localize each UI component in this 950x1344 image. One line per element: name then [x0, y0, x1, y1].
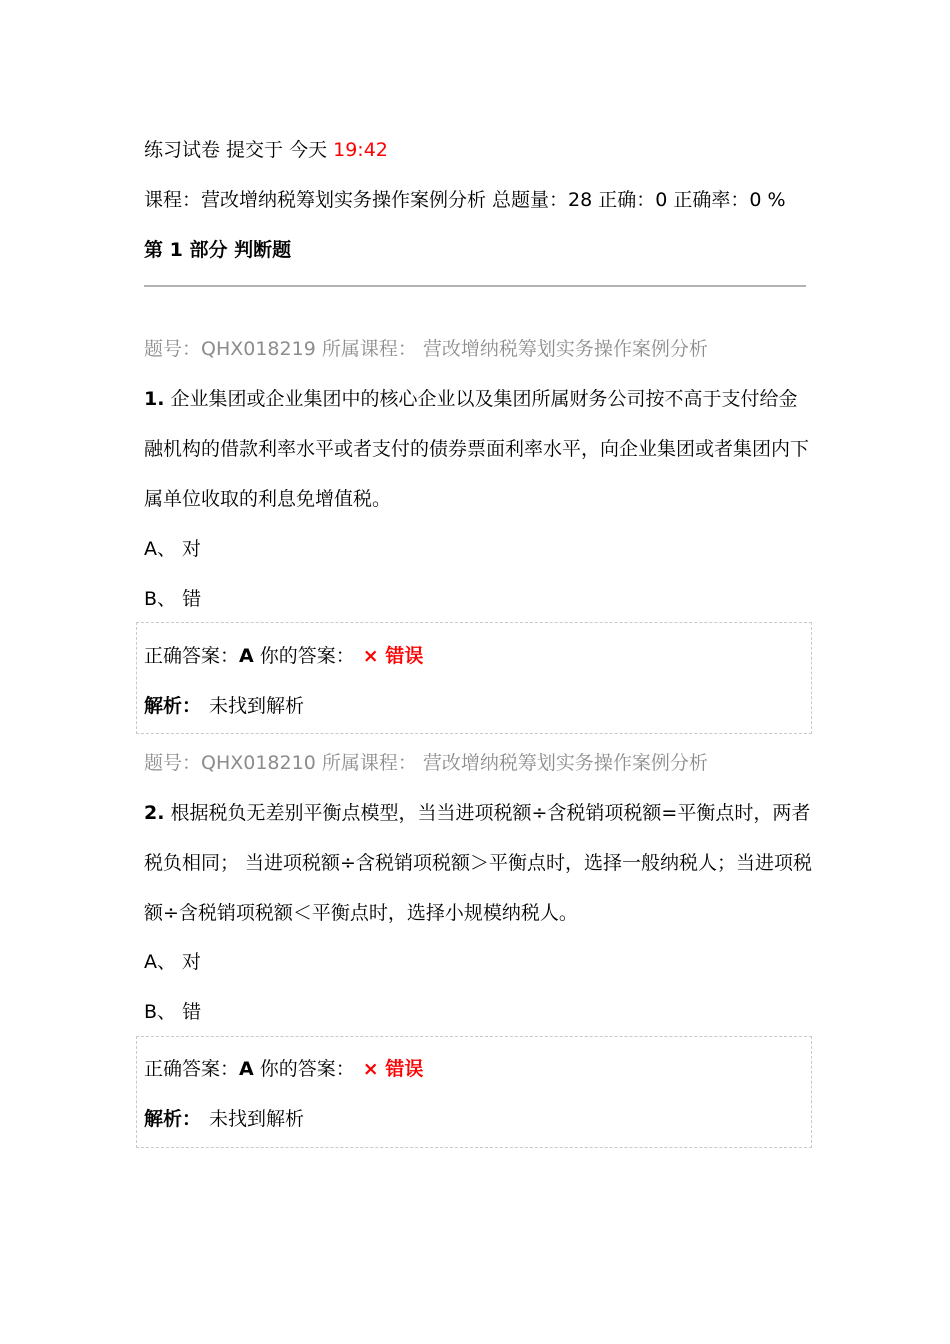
analysis-label: 解析： [144, 695, 202, 717]
question-text-line: 融机构的借款利率水平或者支付的债券票面利率水平，向企业集团或者集团内下 [144, 438, 810, 460]
course-summary: 课程：营改增纳税筹划实务操作案例分析 总题量：28 正确：0 正确率：0 % [144, 189, 786, 211]
question-text: 根据税负无差别平衡点模型，当当进项税额÷含税销项税额=平衡点时，两者 [170, 802, 811, 824]
question-number: 1. [144, 388, 165, 410]
analysis-line [144, 693, 304, 719]
option-b[interactable]: B、 错 [144, 1001, 202, 1023]
correct-answer-value: A [239, 645, 254, 667]
your-answer-status: × 错误 [362, 1058, 424, 1080]
your-answer-status: × 错误 [362, 645, 424, 667]
answer-line [144, 643, 423, 669]
question-text-line: 属单位收取的利息免增值税。 [144, 488, 392, 510]
option-a[interactable]: A、 对 [144, 951, 202, 973]
question-text: 企业集团或企业集团中的核心企业以及集团所属财务公司按不高于支付给金 [170, 388, 798, 410]
submit-info [144, 137, 388, 163]
option-b[interactable]: B、 错 [144, 588, 202, 610]
question-meta: 题号：QHX018219 所属课程： 营改增纳税筹划实务操作案例分析 [144, 338, 708, 360]
analysis-value: 未找到解析 [209, 1108, 305, 1130]
question-meta: 题号：QHX018210 所属课程： 营改增纳税筹划实务操作案例分析 [144, 752, 708, 774]
correct-answer-value: A [239, 1058, 254, 1080]
question-text-line [144, 800, 810, 826]
question-number: 2. [144, 802, 165, 824]
analysis-line [144, 1106, 304, 1132]
submit-prefix: 练习试卷 提交于 今天 [144, 139, 334, 161]
question-text-line [144, 386, 798, 412]
submit-time: 19:42 [333, 139, 388, 161]
section-divider [144, 285, 806, 287]
section-title: 第 1 部分 判断题 [144, 239, 292, 261]
analysis-label: 解析： [144, 1108, 202, 1130]
option-a[interactable]: A、 对 [144, 538, 202, 560]
answer-line [144, 1056, 423, 1082]
correct-answer-label: 正确答案： [144, 1058, 240, 1080]
question-text-line: 额÷含税销项税额＜平衡点时，选择小规模纳税人。 [144, 902, 578, 924]
correct-answer-label: 正确答案： [144, 645, 240, 667]
your-answer-label: 你的答案： [253, 645, 355, 667]
your-answer-label: 你的答案： [253, 1058, 355, 1080]
question-text-line: 税负相同； 当进项税额÷含税销项税额＞平衡点时，选择一般纳税人；当进项税 [144, 852, 812, 874]
analysis-value: 未找到解析 [209, 695, 305, 717]
